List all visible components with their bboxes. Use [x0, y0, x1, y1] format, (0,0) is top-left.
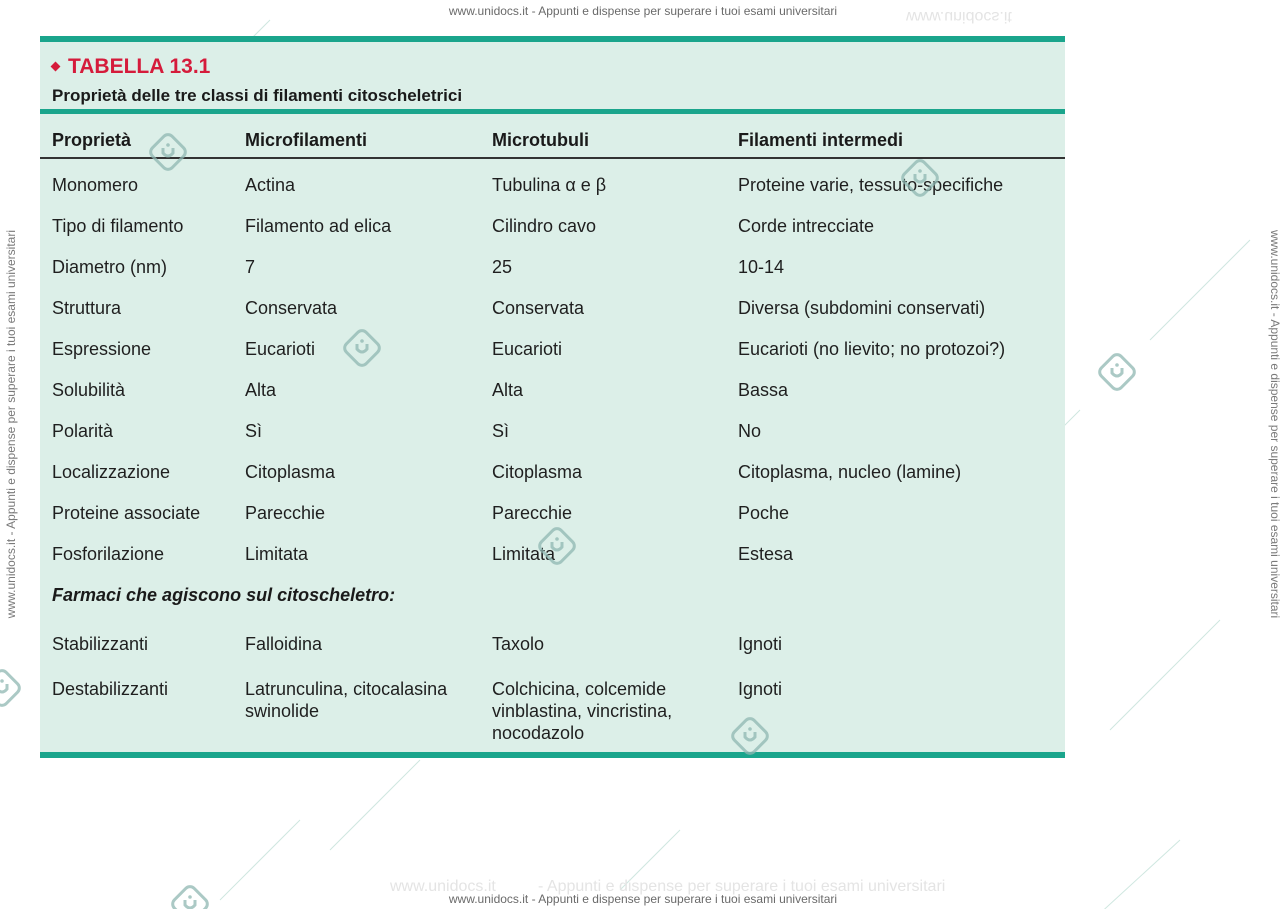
cell-microfilaments: Parecchie — [245, 503, 326, 523]
column-header-microfilaments: Microfilamenti — [245, 130, 368, 150]
cell-property: Polarità — [52, 421, 114, 441]
watermark-left-text: www.unidocs.it - Appunti e dispense per superare i tuoi esami universitari — [4, 230, 18, 619]
column-header-microtubules: Microtubuli — [492, 130, 589, 150]
cell-property: Localizzazione — [52, 462, 171, 482]
cell-intermediate: Proteine varie, tessuto-specifiche — [738, 175, 1004, 195]
cell-intermediate: 10-14 — [738, 257, 785, 277]
unidocs-logo-icon — [342, 328, 382, 368]
cell-microtubules: Parecchie — [492, 503, 573, 523]
cell-microtubules: Eucarioti — [492, 339, 563, 359]
cell-microfilaments: 7 — [245, 257, 256, 277]
table-label — [52, 55, 210, 79]
unidocs-logo-icon — [0, 668, 22, 708]
drug-cell-property: Destabilizzanti — [52, 679, 169, 699]
cell-property: Solubilità — [52, 380, 126, 400]
cell-intermediate: Eucarioti (no lievito; no protozoi?) — [738, 339, 1006, 359]
cell-intermediate: Estesa — [738, 544, 794, 564]
cell-intermediate: Citoplasma, nucleo (lamine) — [738, 462, 962, 482]
cell-microfilaments: Citoplasma — [245, 462, 336, 482]
ghost-watermark-bottom-left: www.unidocs.it — [390, 878, 496, 895]
watermark-bottom-text: www.unidocs.it - Appunti e dispense per superare i tuoi esami universitari — [448, 892, 838, 906]
cell-microfilaments: Eucarioti — [245, 339, 316, 359]
cell-microfilaments: Limitata — [245, 544, 309, 564]
watermark-line — [220, 820, 300, 900]
unidocs-logo-icon — [1097, 352, 1137, 392]
cell-microtubules: Cilindro cavo — [492, 216, 597, 236]
table-panel — [40, 36, 1065, 758]
cell-microtubules: Citoplasma — [492, 462, 583, 482]
drug-cell-microfilaments: Falloidina — [245, 634, 323, 654]
drug-cell-intermediate: Ignoti — [738, 634, 783, 654]
table-title: Proprietà delle tre classi di filamenti citoscheletrici — [52, 86, 463, 105]
cell-microtubules: Tubulina α e β — [492, 175, 607, 195]
unidocs-logo-icon — [148, 132, 188, 172]
drug-cell-intermediate: Ignoti — [738, 679, 783, 699]
watermark-line — [1150, 240, 1250, 340]
unidocs-logo-icon — [170, 884, 210, 909]
drug-cell-property: Stabilizzanti — [52, 634, 149, 654]
unidocs-logo-icon — [900, 158, 940, 198]
drug-cell-microtubules: Colchicina, colcemide vinblastina, vincristina, nocodazolo — [492, 679, 673, 743]
column-header-row — [40, 114, 1065, 159]
cell-property: Fosforilazione — [52, 544, 165, 564]
table-header — [40, 42, 1065, 114]
diamond-bullet-icon — [51, 62, 61, 72]
cell-property: Diametro (nm) — [52, 257, 168, 277]
cell-microtubules: Conservata — [492, 298, 585, 318]
ghost-watermark-top: www.unidocs.it — [906, 8, 1012, 25]
unidocs-logo-icon — [730, 716, 770, 756]
column-header-intermediate: Filamenti intermedi — [738, 130, 904, 150]
cell-property: Tipo di filamento — [52, 216, 184, 236]
drug-cell-microfilaments: Latrunculina, citocalasina swinolide — [245, 679, 448, 721]
ghost-watermark-bottom-right: - Appunti e dispense per superare i tuoi esami universitari — [538, 878, 946, 895]
cell-microtubules: Limitata — [492, 544, 556, 564]
cell-intermediate: Poche — [738, 503, 790, 523]
table-label-text: TABELLA 13.1 — [68, 55, 211, 78]
column-header-property: Proprietà — [52, 130, 132, 150]
cell-intermediate: Diversa (subdomini conservati) — [738, 298, 986, 318]
cell-microtubules: Sì — [492, 421, 510, 441]
cell-microfilaments: Filamento ad elica — [245, 216, 392, 236]
watermark-line — [1110, 620, 1220, 730]
cell-microfilaments: Sì — [245, 421, 263, 441]
cell-microfilaments: Alta — [245, 380, 277, 400]
cell-property: Struttura — [52, 298, 122, 318]
cell-intermediate: No — [738, 421, 762, 441]
cell-microtubules: Alta — [492, 380, 524, 400]
cell-microfilaments: Actina — [245, 175, 296, 195]
unidocs-logo-icon — [537, 526, 577, 566]
cell-microfilaments: Conservata — [245, 298, 338, 318]
cell-intermediate: Corde intrecciate — [738, 216, 875, 236]
cell-property: Proteine associate — [52, 503, 201, 523]
cell-property: Espressione — [52, 339, 152, 359]
drug-cell-microtubules: Taxolo — [492, 634, 545, 654]
drugs-section-label: Farmaci che agiscono sul citoscheletro: — [52, 585, 396, 605]
watermark-top-text: www.unidocs.it - Appunti e dispense per superare i tuoi esami universitari — [448, 4, 838, 18]
cell-property: Monomero — [52, 175, 139, 195]
watermark-line — [330, 760, 420, 850]
cell-microtubules: 25 — [492, 257, 513, 277]
watermark-right-text: www.unidocs.it - Appunti e dispense per superare i tuoi esami universitari — [1268, 230, 1282, 619]
cell-intermediate: Bassa — [738, 380, 789, 400]
